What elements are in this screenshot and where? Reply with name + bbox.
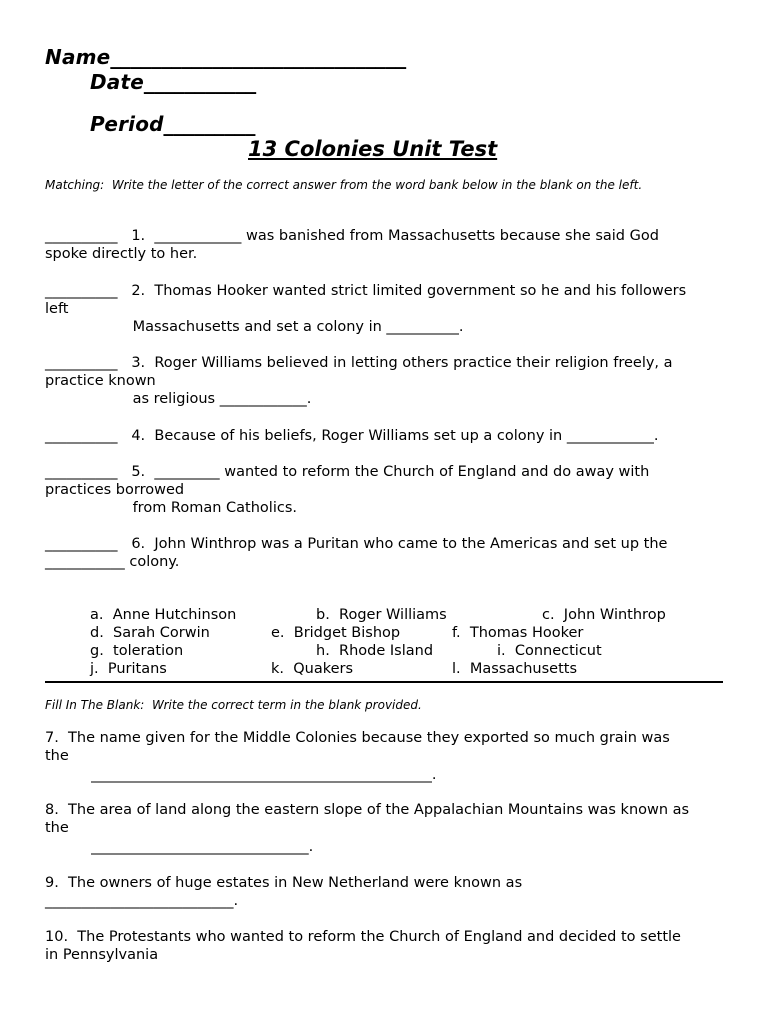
period-field-line[interactable]: Period_________ [90, 112, 256, 136]
word-bank-option: k. Quakers [271, 661, 354, 677]
word-bank-option: c. John Winthrop [542, 607, 666, 623]
question-line: the [45, 748, 69, 764]
question-line: as religious ____________. [45, 391, 312, 407]
word-bank-option: j. Puritans [90, 661, 167, 677]
question-line: __________ 4. Because of his beliefs, Roger Williams set up a colony in ____________. [45, 428, 659, 444]
section-divider [45, 681, 723, 683]
fill-in-instructions: Fill In The Blank: Write the correct term in the blank provided. [45, 698, 422, 712]
word-bank-option: h. Rhode Island [316, 643, 434, 659]
page-title: 13 Colonies Unit Test [248, 137, 498, 161]
matching-instructions: Matching: Write the letter of the correct answer from the word bank below in the blank on the left. [45, 178, 643, 192]
question-line: __________ 2. Thomas Hooker wanted strict limited government so he and his followers [45, 283, 687, 299]
question-line: 7. The name given for the Middle Colonies because they exported so much grain was [45, 730, 670, 746]
question-line: practice known [45, 373, 156, 389]
word-bank-option: f. Thomas Hooker [452, 625, 584, 641]
question-line: spoke directly to her. [45, 246, 198, 262]
question-line: from Roman Catholics. [45, 500, 297, 516]
question-line: _______________________________________________. [45, 767, 437, 783]
word-bank-option: d. Sarah Corwin [90, 625, 210, 641]
word-bank-option: l. Massachusetts [452, 661, 577, 677]
question-line: 8. The area of land along the eastern slope of the Appalachian Mountains was known as [45, 802, 690, 818]
question-line: __________ 5. _________ wanted to reform the Church of England and do away with [45, 464, 650, 480]
word-bank-option: a. Anne Hutchinson [90, 607, 237, 623]
question-line: ___________ colony. [45, 554, 180, 570]
question-line: left [45, 301, 69, 317]
question-line: __________ 3. Roger Williams believed in letting others practice their religion freely, a [45, 355, 673, 371]
question-line: 9. The owners of huge estates in New Netherland were known as [45, 875, 523, 891]
question-line: in Pennsylvania [45, 947, 159, 963]
name-field-line[interactable]: Name_____________________________ [45, 45, 407, 69]
date-field-line[interactable]: Date___________ [90, 70, 257, 94]
question-line: Massachusetts and set a colony in __________. [45, 319, 464, 335]
question-line: ______________________________. [45, 839, 314, 855]
question-line: __________ 1. ____________ was banished from Massachusetts because she said God [45, 228, 659, 244]
question-line: __________ 6. John Winthrop was a Puritan who came to the Americas and set up the [45, 536, 668, 552]
word-bank-option: g. toleration [90, 643, 184, 659]
question-line: 10. The Protestants who wanted to reform the Church of England and decided to settle [45, 929, 681, 945]
word-bank-option: e. Bridget Bishop [271, 625, 401, 641]
question-line: __________________________. [45, 893, 239, 909]
word-bank-option: b. Roger Williams [316, 607, 447, 623]
question-line: practices borrowed [45, 482, 185, 498]
word-bank-option: i. Connecticut [497, 643, 602, 659]
question-line: the [45, 820, 69, 836]
